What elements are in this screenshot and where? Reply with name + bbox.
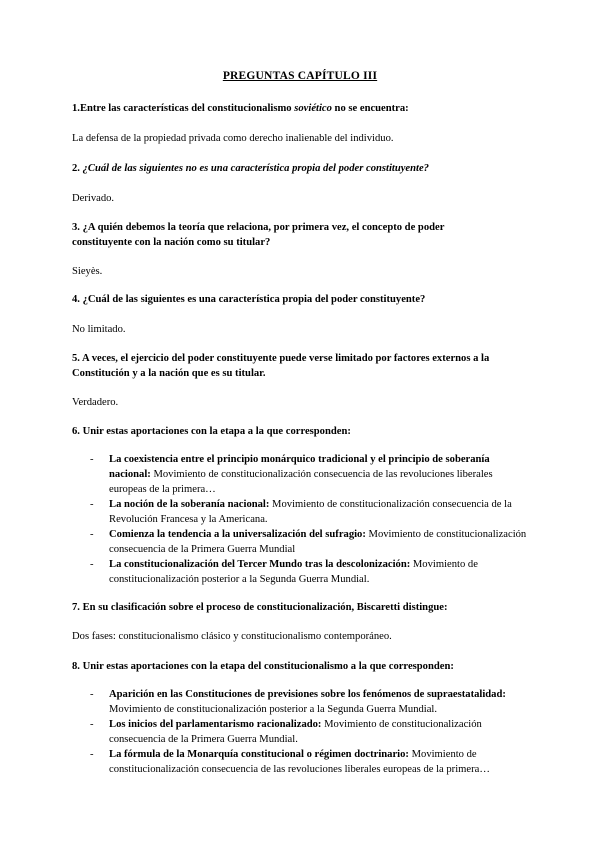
answer-4: No limitado. — [72, 324, 126, 335]
list-item: - Comienza la tendencia a la universalización del sufragio: Movimiento de constitucionalización consecuencia de la Primera Guerra Mundial — [90, 529, 527, 555]
list-item-bold: La constitucionalización del Tercer Mundo tras la descolonización: — [109, 559, 411, 570]
list-item-text: Movimiento de constitucionalización posterior a la Segunda Guerra Mundial. — [109, 704, 438, 715]
question-7: 7. En su clasificación sobre el proceso de constitucionalización, Biscaretti distingue: — [72, 602, 448, 613]
question-1-post: no se encuentra: — [331, 103, 409, 114]
list-item-text: Movimiento de constitucionalización posterior a la Segunda Guerra Mundial. — [109, 559, 478, 585]
answer-1: La defensa de la propiedad privada como derecho inalienable del individuo. — [72, 133, 394, 144]
answer-2: Derivado. — [72, 193, 115, 204]
list-item-bold: Comienza la tendencia a la universalización del sufragio: — [109, 529, 366, 540]
question-2-pre: 2. — [72, 163, 83, 174]
list-item-text: Movimiento de constitucionalización consecuencia de la Primera Guerra Mundial. — [109, 719, 482, 745]
list-item: - La coexistencia entre el principio monárquico tradicional y el principio de soberanía nacional: Movimiento de constitucionalización consecuencia de las revoluciones liberales europeas de la primera… — [90, 454, 493, 495]
question-1-pre: 1.Entre las características del constitucionalismo — [72, 103, 295, 114]
question-4: 4. ¿Cuál de las siguientes es una característica propia del poder constituyente? — [72, 294, 426, 305]
answer-7: Dos fases: constitucionalismo clásico y constitucionalismo contemporáneo. — [72, 631, 392, 642]
list-item: - Los inicios del parlamentarismo racionalizado: Movimiento de constitucionalización consecuencia de la Primera Guerra Mundial. — [90, 719, 482, 745]
question-8: 8. Unir estas aportaciones con la etapa del constitucionalismo a la que corresponden: — [72, 661, 454, 672]
list-item: - Aparición en las Constituciones de previsiones sobre los fenómenos de supraestatalidad: Movimiento de constitucionalización posterior a la Segunda Guerra Mundial. — [90, 689, 506, 715]
question-1 — [72, 101, 532, 116]
question-1-italic: soviético — [294, 103, 332, 114]
question-2 — [72, 161, 532, 176]
question-8-list — [90, 687, 530, 777]
list-item-bold: La noción de la soberanía nacional: — [109, 499, 270, 510]
question-2-italic: ¿Cuál de las siguientes no es una característica propia del poder constituyente? — [82, 163, 429, 174]
list-item-text: Movimiento de constitucionalización consecuencia de las revoluciones liberales europeas de la primera… — [109, 469, 493, 495]
list-item: - La constitucionalización del Tercer Mundo tras la descolonización: Movimiento de constitucionalización posterior a la Segunda Guerra Mundial. — [90, 559, 478, 585]
list-item-bold: Aparición en las Constituciones de previsiones sobre los fenómenos de supraestatalidad: — [109, 689, 506, 700]
question-6-list — [90, 452, 530, 587]
answer-5: Verdadero. — [72, 397, 119, 408]
list-item-bold: La coexistencia entre el principio monárquico tradicional y el principio de soberanía nacional: — [109, 454, 490, 480]
list-item-text: Movimiento de constitucionalización consecuencia de la Revolución Francesa y la Americana. — [109, 499, 512, 525]
question-5: 5. A veces, el ejercicio del poder constituyente puede verse limitado por factores externos a la Constitución y a la nación que es su titular. — [72, 353, 490, 379]
list-item-bold: La fórmula de la Monarquía constitucional o régimen doctrinario: — [109, 749, 409, 760]
list-item-bold: Los inicios del parlamentarismo racionalizado: — [109, 719, 322, 730]
answer-3: Sieyès. — [72, 266, 103, 277]
list-item-text: Movimiento de constitucionalización consecuencia de las revoluciones liberales europeas de la primera… — [109, 749, 490, 775]
list-item: - La noción de la soberanía nacional: Movimiento de constitucionalización consecuencia de la Revolución Francesa y la Americana. — [90, 499, 512, 525]
question-3: 3. ¿A quién debemos la teoría que relaciona, por primera vez, el concepto de poder constituyente con la nación como su titular? — [72, 222, 445, 248]
list-item: - La fórmula de la Monarquía constitucional o régimen doctrinario: Movimiento de constitucionalización consecuencia de las revoluciones liberales europeas de la primera… — [90, 749, 490, 775]
list-item-text: Movimiento de constitucionalización consecuencia de la Primera Guerra Mundial — [109, 529, 527, 555]
page-title: PREGUNTAS CAPÍTULO III — [222, 70, 378, 82]
question-6: 6. Unir estas aportaciones con la etapa a la que corresponden: — [72, 426, 351, 437]
